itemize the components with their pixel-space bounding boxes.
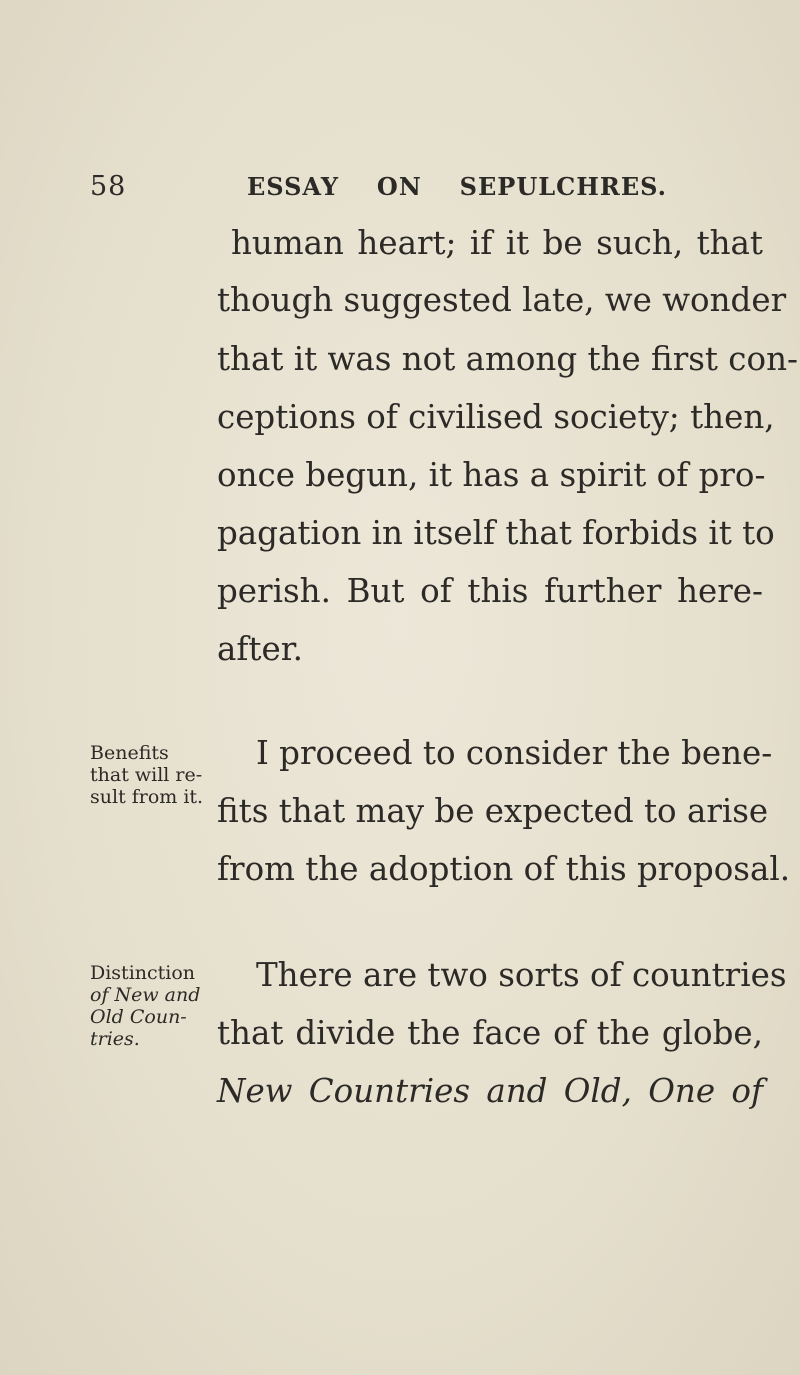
text-line: from the adoption of this proposal.: [217, 850, 791, 888]
text-line: once begun, it has a spirit of pro-: [217, 456, 766, 494]
text-line: though suggested late, we wonder: [217, 281, 787, 319]
sidenote-line: Benefits: [90, 742, 169, 764]
text-line: fits that may be expected to arise: [217, 792, 769, 830]
text-line: that it was not among the first con-: [217, 340, 798, 378]
text-line: There are two sorts of countries: [256, 956, 787, 994]
text-line: pagation in itself that forbids it to: [217, 514, 775, 552]
sidenote-line: Distinction: [90, 962, 196, 984]
running-head: ESSAY ON SEPULCHRES.: [247, 172, 667, 201]
text-line: after.: [217, 630, 303, 668]
text-line: that divide the face of the globe,: [217, 1014, 763, 1052]
text-line: human heart; if it be such, that: [231, 224, 763, 262]
text-line: perish. But of this further here-: [217, 572, 763, 610]
sidenote-line: that will re-: [90, 764, 203, 786]
sidenote-line: Old Coun-: [90, 1006, 187, 1028]
text-line: ceptions of civilised society; then,: [217, 398, 775, 436]
sidenote-line: tries.: [90, 1028, 140, 1050]
sidenote-line: of New and: [90, 984, 201, 1006]
text-line: I proceed to consider the bene-: [256, 734, 773, 772]
text-line: New Countries and Old, One of: [217, 1072, 763, 1110]
page-number: 58: [90, 171, 127, 202]
sidenote-line: sult from it.: [90, 786, 204, 808]
